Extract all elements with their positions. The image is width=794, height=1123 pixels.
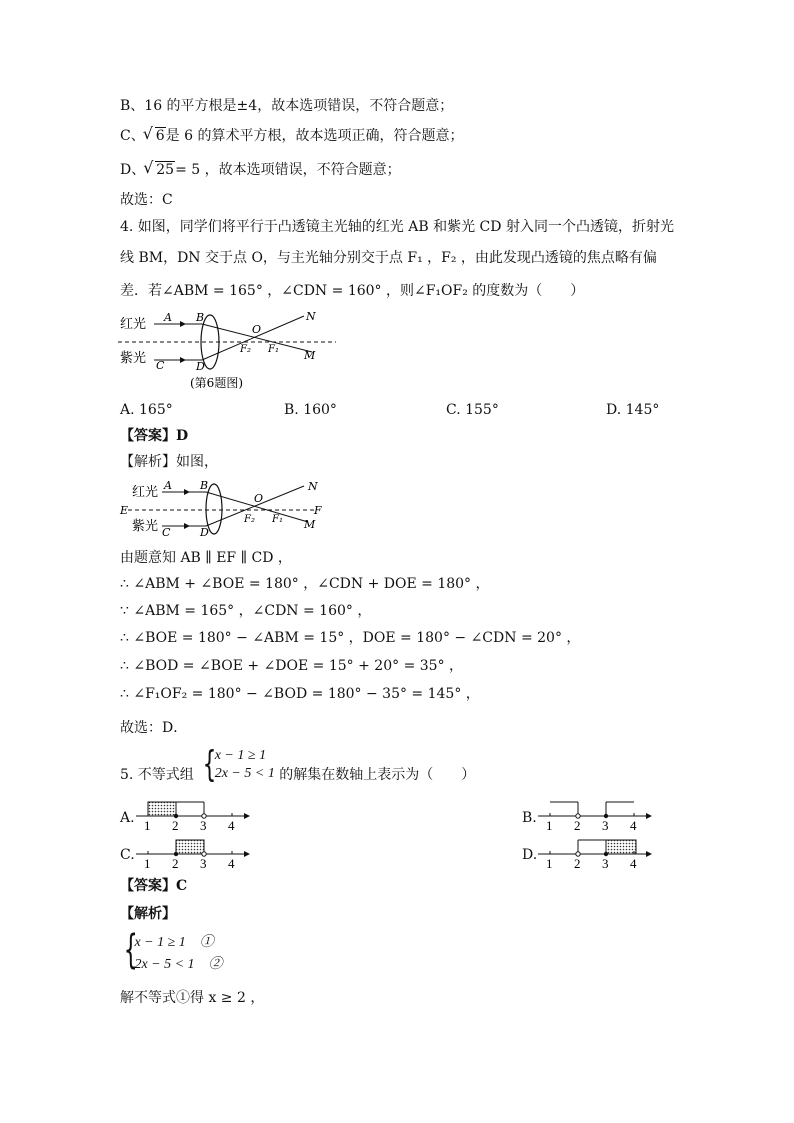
text-line: 故选：C [120, 192, 173, 208]
question-4-text: 差．若∠ABM = 165° ，∠CDN = 160° ，则∠F₁OF₂ 的度数为（ ） [120, 283, 585, 299]
inequality-system-2 [120, 927, 223, 978]
solution-line: 解不等式①得 x ≥ 2 ， [120, 990, 265, 1006]
solution-line: ∴ ∠BOD = ∠BOE + ∠DOE = 15° + 20° = 35° ， [120, 658, 464, 674]
text-span: C、 [120, 128, 145, 144]
text-line [120, 126, 463, 146]
purple-light-label: 紫光 [132, 519, 159, 534]
svg-text:O: O [254, 492, 264, 505]
text-span: 5. 不等式组 [120, 767, 194, 783]
tick-label: 3 [200, 818, 207, 832]
svg-text:E: E [120, 504, 129, 517]
tick-label: 2 [172, 856, 179, 870]
solution-line: ∴ ∠BOE = 180° − ∠ABM = 15° ，DOE = 180° − ∠CDN = 20° ， [120, 630, 581, 646]
tick-label: 2 [172, 818, 179, 832]
analysis-5-heading: 【解析】 [120, 906, 176, 922]
tick-label: 4 [630, 856, 637, 870]
option-d: D. 145° [606, 402, 660, 418]
solution-line: 故选：D． [120, 720, 188, 736]
svg-text:C: C [156, 359, 165, 372]
lens-figure-2 [118, 478, 328, 540]
svg-text:F: F [314, 504, 322, 517]
numberline-c [136, 836, 252, 870]
tick-label: 1 [546, 856, 553, 870]
svg-text:A: A [164, 479, 172, 492]
answer-5: 【答案】C [120, 878, 188, 894]
option-a: A. 165° [120, 402, 173, 418]
svg-text:D: D [196, 360, 205, 373]
sqrt-radicand: 6 [155, 128, 165, 144]
lens-figure-1 [118, 308, 348, 396]
sqrt-expression [145, 160, 175, 180]
tick-label: 4 [630, 818, 637, 832]
inequality-1: x − 1 ≥ 1 ① [134, 935, 214, 950]
inequality-system [215, 747, 275, 783]
text-line [120, 160, 401, 180]
figure-caption: (第6题图) [190, 376, 243, 390]
solution-line: ∴ ∠F₁OF₂ = 180° − ∠BOD = 180° − 35° = 145° ， [120, 686, 480, 702]
red-light-label: 红光 [120, 317, 147, 332]
svg-text:M: M [304, 518, 316, 531]
numberline-a-label: A. [120, 810, 135, 826]
text-span: 是 6 的算术平方根，故本选项正确，符合题意； [165, 128, 464, 144]
text-span: 的解集在数轴上表示为（ ） [279, 767, 476, 783]
numberline-d-label: D. [522, 847, 538, 863]
sqrt-radicand: 25 [156, 162, 175, 178]
text-span: = 5 ，故本选项错误，不符合题意； [175, 162, 401, 178]
svg-text:C: C [162, 526, 171, 539]
numberline-c-label: C. [120, 847, 135, 863]
numberline-b [538, 798, 654, 832]
tick-label: 2 [574, 818, 581, 832]
svg-text:O: O [252, 323, 262, 336]
question-5-text [120, 744, 476, 785]
brace: { [202, 744, 217, 785]
svg-text:F₂: F₂ [244, 514, 255, 525]
solution-line: ∵ ∠ABM = 165° ，∠CDN = 160° ， [120, 603, 372, 619]
tick-label: 2 [574, 856, 581, 870]
svg-text:F₁: F₁ [268, 344, 279, 355]
tick-label: 3 [602, 818, 609, 832]
svg-text:F₂: F₂ [240, 344, 251, 355]
numberline-b-label: B. [522, 810, 537, 826]
answer-4: 【答案】D [120, 428, 189, 444]
inequality-2: 2x − 5 < 1 ② [134, 957, 223, 972]
tick-label: 1 [144, 856, 151, 870]
svg-text:F₁: F₁ [272, 514, 283, 525]
option-c: C. 155° [446, 402, 499, 418]
tick-label: 1 [144, 818, 151, 832]
solution-line: 由题意知 AB ∥ EF ∥ CD ， [120, 550, 292, 566]
text-span: D、 [120, 162, 146, 178]
svg-text:B: B [200, 479, 209, 492]
analysis-4-heading: 【解析】如图， [120, 454, 218, 470]
inequality-2: 2x − 5 < 1 [214, 766, 275, 781]
solution-line: ∴ ∠ABM + ∠BOE = 180° ，∠CDN + DOE = 180° ， [120, 576, 490, 592]
purple-light-label: 紫光 [120, 351, 147, 366]
inequality-1: x − 1 ≥ 1 [214, 748, 267, 763]
question-4-text: 线 BM，DN 交于点 O，与主光轴分别交于点 F₁ ，F₂ ，由此发现凸透镜的焦点略有偏 [120, 250, 657, 266]
svg-text:A: A [164, 311, 172, 324]
question-4-text: 4. 如图，同学们将平行于凸透镜主光轴的红光 AB 和紫光 CD 射入同一个凸透镜，折射光 [120, 219, 674, 235]
svg-text:M: M [304, 349, 316, 362]
svg-text:B: B [196, 311, 205, 324]
brace: { [123, 927, 138, 973]
inequality-list [134, 932, 222, 976]
tick-label: 3 [200, 856, 207, 870]
tick-label: 3 [602, 856, 609, 870]
svg-text:N: N [306, 310, 316, 323]
tick-label: 4 [228, 856, 235, 870]
text-line: B、16 的平方根是±4，故本选项错误，不符合题意； [120, 98, 454, 114]
numberline-a [136, 798, 252, 832]
svg-text:N: N [308, 480, 318, 493]
option-b: B. 160° [284, 402, 337, 418]
tick-label: 4 [228, 818, 235, 832]
red-light-label: 红光 [132, 485, 159, 500]
tick-label: 1 [546, 818, 553, 832]
svg-text:D: D [200, 526, 209, 539]
sqrt-expression [145, 126, 166, 146]
numberline-d [538, 836, 654, 870]
